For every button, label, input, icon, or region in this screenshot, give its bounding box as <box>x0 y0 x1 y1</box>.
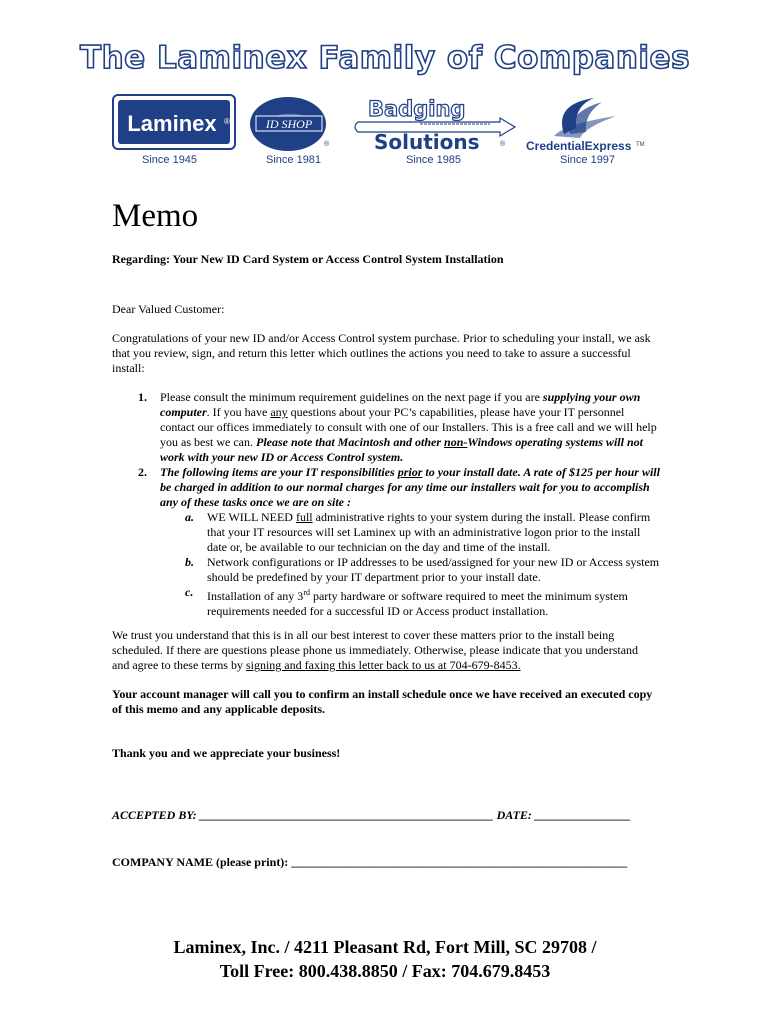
idshop-logo <box>248 94 332 166</box>
laminex-logo <box>112 94 238 166</box>
salutation: Dear Valued Customer: <box>112 302 225 316</box>
footer-line-2: Toll Free: 800.438.8850 / Fax: 704.679.8453 <box>219 961 551 981</box>
family-title: The Laminex Family of Companies <box>79 40 691 76</box>
memo-title: Memo <box>112 198 199 234</box>
badging-since: Since 1985 <box>406 154 462 166</box>
svg-text:®: ® <box>500 141 506 148</box>
intro-paragraph: Congratulations of your new ID and/or Access Control system purchase. Prior to scheduling your install, we ask that you review, sign, and return this letter which outlines the actions you need to take to assure a successful install: <box>112 331 651 375</box>
trust-paragraph: We trust you understand that this is in all our best interest to cover these matters prior to the install being scheduled. If there are questions please phone us immediately. Otherwise, please indicate that you understand and agree to these terms by signing and faxing this letter back to us at 704-679-8453. <box>112 628 639 672</box>
sub-list-item: c. Installation of any 3rd party hardware or software required to meet the minimum system requirements needed for a successful ID or Access product installation. <box>185 585 628 618</box>
sub-list-item: a. WE WILL NEED full administrative rights to your system during the install. Please confirm that your IT resources will set Laminex up with an administrative logon prior to the install date or, be available to our technician on the day and time of the install. <box>185 510 651 554</box>
thanks-line: Thank you and we appreciate your business! <box>112 746 341 760</box>
badging-solutions-logo <box>350 94 520 166</box>
footer-line-1: Laminex, Inc. / 4211 Pleasant Rd, Fort Mill, SC 29708 / <box>173 937 597 957</box>
footer-address <box>0 935 770 983</box>
idshop-since: Since 1981 <box>266 154 322 166</box>
list-item: 2. The following items are your IT responsibilities prior to your install date. A rate of $125 per hour will be charged in addition to our normal charges for any time our installers wait for you to accomplish any of these tasks once we are on site : <box>138 465 660 509</box>
badging-logo-text-1: Badging <box>368 97 466 121</box>
svg-text:®: ® <box>324 141 330 148</box>
idshop-logo-text: ID SHOP <box>265 117 313 131</box>
company-name-line: COMPANY NAME (please print): ________________________________________________________ <box>112 855 628 869</box>
regarding-line: Regarding: Your New ID Card System or Access Control System Installation <box>112 252 504 266</box>
requirements-list <box>112 390 660 619</box>
accepted-by-signature-line: ACCEPTED BY: _________________________________________________ DATE: ________________ <box>112 808 631 822</box>
sub-list-item: b. Network configurations or IP addresses to be used/assigned for your new ID or Access system should be predefined by your IT department prior to your install date. <box>185 555 660 584</box>
svg-text:TM: TM <box>636 142 645 148</box>
credentialexpress-logo <box>524 94 648 166</box>
list-item: 1. Please consult the minimum requirement guidelines on the next page if you are supplying your own computer. If you have any questions about your PC’s capabilities, please have your IT personnel contact our offices immediately to consult with one of our Installers. This is a free call and we will help you as best we can. Please note that Macintosh and other non-Windows operating systems will not work with your new ID or Access Control system. <box>138 390 657 464</box>
company-logos <box>0 94 770 174</box>
svg-text:®: ® <box>224 117 230 126</box>
credentialexpress-logo-text: CredentialExpress <box>526 139 632 152</box>
badging-logo-text-2: Solutions <box>374 130 480 152</box>
laminex-logo-text: Laminex <box>127 111 217 136</box>
credentialexpress-since: Since 1997 <box>560 154 616 166</box>
laminex-since: Since 1945 <box>142 154 198 166</box>
account-manager-paragraph: Your account manager will call you to confirm an install schedule once we have received an executed copy of this memo and any applicable deposits. <box>112 687 653 716</box>
